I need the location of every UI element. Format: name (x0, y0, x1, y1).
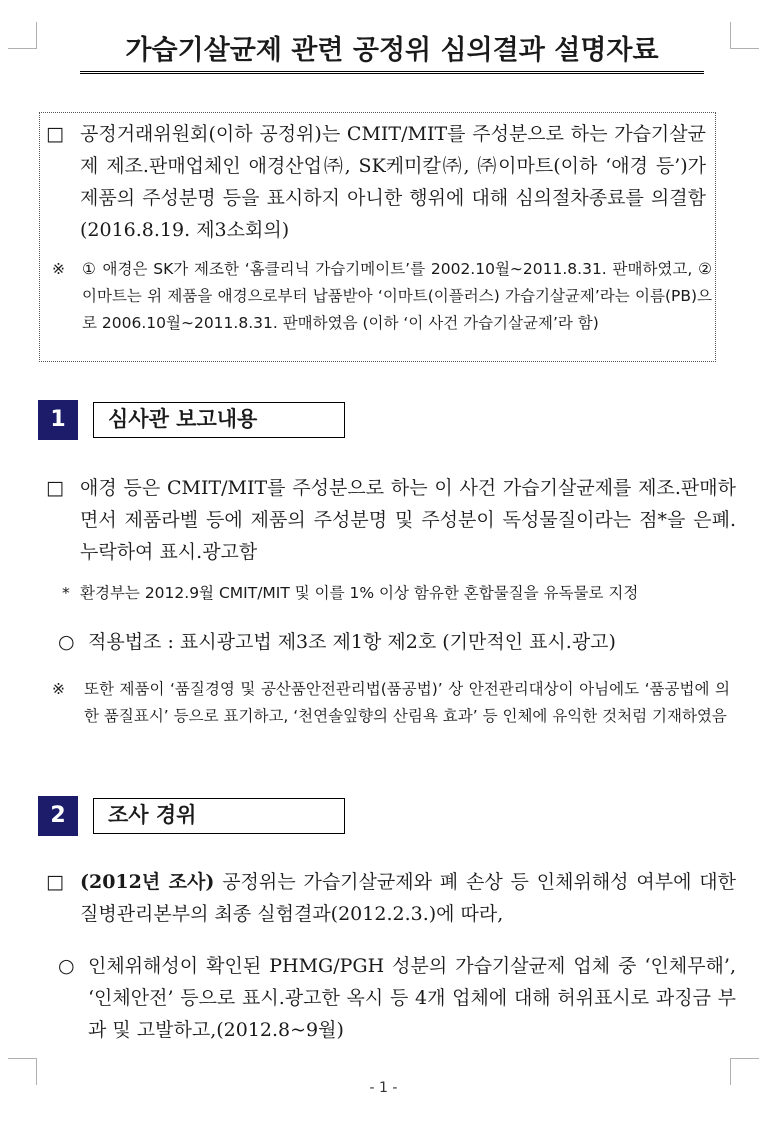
intro-text: 공정거래위원회(이하 공정위)는 CMIT/MIT를 주성분으로 하는 가습기살균제 제조.판매업체인 애경산업㈜, SK케미칼㈜, ㈜이마트(이하 ‘애경 등’)가 제품의 주성분명 등을 표시하지 아니한 행위에 대해 심의절차종료를 의결함 (2016.8.19. 제3소회의) (80, 123, 706, 241)
section-2-number: 2 (38, 796, 78, 836)
section-1-law-text: 적용법조 : 표시광고법 제3조 제1항 제2호 (기만적인 표시.광고) (88, 631, 616, 653)
section-2-sub-text: 인체위해성이 확인된 PHMG/PGH 성분의 가습기살균제 업체 중 ‘인체무해’, ‘인체안전’ 등으로 표시.광고한 옥시 등 4개 업체에 대해 허위표시로 과징금 부과 및 고발하고,(2012.8~9월) (88, 955, 736, 1041)
section-2-item-label: (2012년 조사) (80, 871, 215, 893)
section-1-note (52, 676, 730, 730)
section-1-footnote-text: 환경부는 2012.9월 CMIT/MIT 및 이를 1% 이상 함유한 혼합물질을 유독물로 지정 (80, 584, 639, 602)
section-1-item (46, 472, 736, 568)
intro-note-text: ① 애경은 SK가 제조한 ‘홈클리닉 가습기메이트’를 2002.10월∼2011.8.31. 판매하였고, ② 이마트는 위 제품을 애경으로부터 납품받아 ‘이마트(이플러스) 가습기살균제’라는 이름(PB)으로 2006.10월∼2011.8.31. 판매하였음 (이하 ‘이 사건 가습기살균제’라 함) (82, 260, 712, 332)
section-2-item-text (80, 866, 736, 930)
section-2-item-body: 공정위는 가습기살균제와 폐 손상 등 인체위해성 여부에 대한 질병관리본부의 최종 실험결과(2012.2.3.)에 따라, (80, 871, 736, 925)
reference-mark-icon: ※ (52, 680, 65, 698)
section-1-title: 심사관 보고내용 (93, 402, 345, 438)
square-bullet-icon: □ (46, 123, 64, 145)
intro-note (52, 256, 712, 337)
asterisk-icon: * (62, 584, 70, 602)
section-2-item (46, 866, 736, 930)
crop-mark-top-left (8, 22, 37, 49)
section-1-note-text: 또한 제품이 ‘품질경영 및 공산품안전관리법(품공법)’ 상 안전관리대상이 아님에도 ‘품공법에 의한 품질표시’ 등으로 표기하고, ‘천연솔잎향의 산림욕 효과’ 등 인체에 유익한 것처럼 기재하였음 (84, 680, 730, 725)
intro-paragraph (46, 118, 706, 246)
section-1-item-text: 애경 등은 CMIT/MIT를 주성분으로 하는 이 사건 가습기살균제를 제조.판매하면서 제품라벨 등에 제품의 주성분명 및 주성분이 독성물질이라는 점*을 은폐.누락하여 표시.광고함 (80, 477, 736, 563)
circle-bullet-icon: ○ (58, 955, 75, 977)
section-1-number: 1 (38, 400, 78, 440)
page-number: - 1 - (369, 1080, 398, 1096)
reference-mark-icon: ※ (52, 260, 65, 278)
circle-bullet-icon: ○ (58, 631, 75, 653)
square-bullet-icon: □ (46, 477, 64, 499)
section-1-law (58, 626, 736, 658)
page-title: 가습기살균제 관련 공정위 심의결과 설명자료 (80, 28, 704, 74)
crop-mark-top-right (730, 22, 759, 49)
section-1-footnote (62, 580, 732, 607)
section-2-title: 조사 경위 (93, 798, 345, 834)
square-bullet-icon: □ (46, 871, 64, 893)
section-2-sub (58, 950, 736, 1046)
